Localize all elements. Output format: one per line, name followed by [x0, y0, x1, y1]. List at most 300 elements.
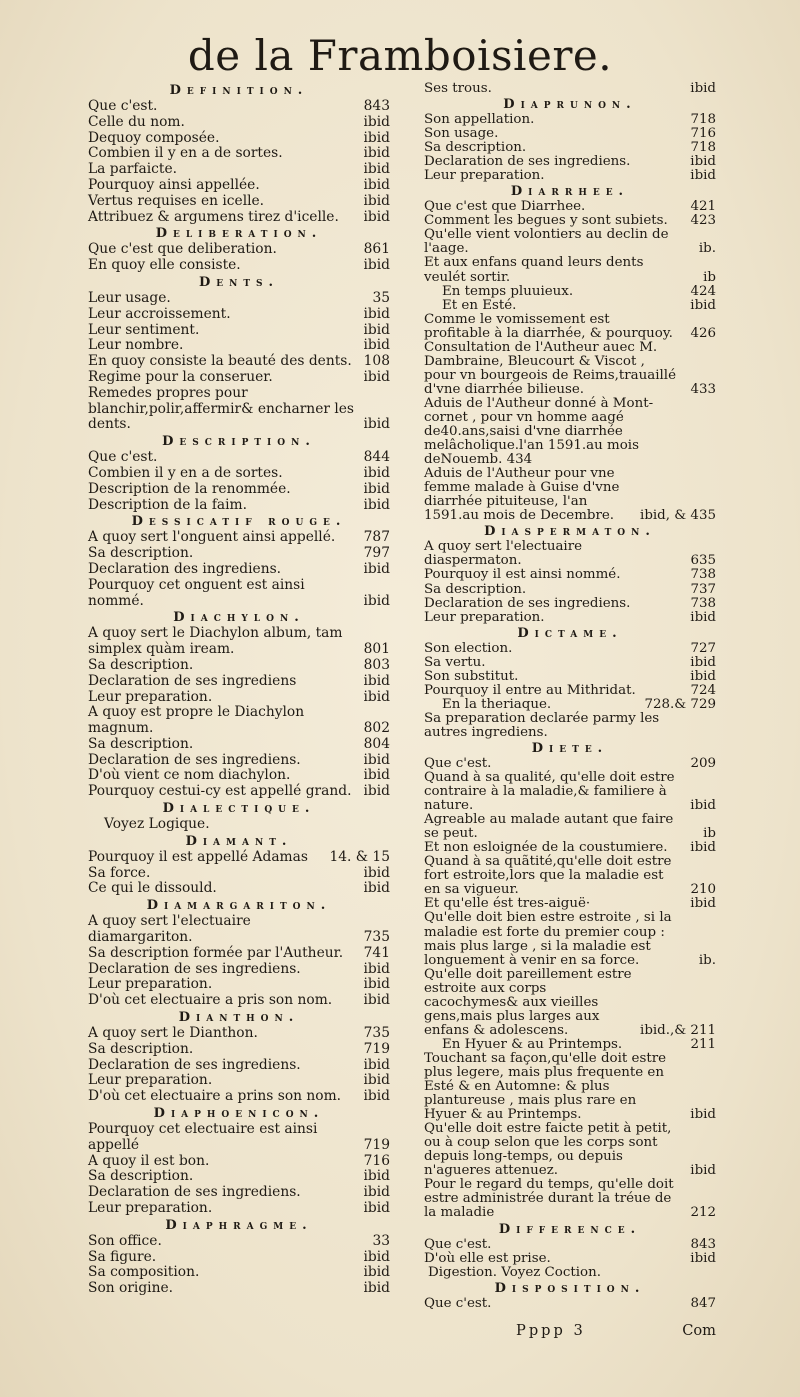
index-entry: [424, 911, 716, 967]
index-entry: [88, 946, 390, 962]
index-heading: Description.: [162, 434, 316, 450]
page-reference: ibid: [363, 880, 390, 897]
index-entry: [88, 1042, 390, 1058]
entry-text: D'où elle est prise.: [424, 1250, 551, 1266]
page-reference: ibid: [363, 1248, 390, 1265]
index-entry: [424, 771, 716, 813]
index-column-left: [88, 82, 390, 1297]
index-entry: [424, 540, 716, 568]
entry-text: Declaration de ses ingrediens.: [88, 751, 301, 768]
entry-text: A quoy sert l'electuaire diaspermaton.: [424, 539, 583, 569]
entry-text: A quoy sert le Diachylon album, tam simplex quàm iream.: [88, 625, 343, 658]
entry-text: Pour le regard du temps, qu'elle doit estre administrée durant la tréue de la maladie: [424, 1177, 674, 1221]
page-reference: 35: [372, 289, 390, 306]
index-entry: [88, 498, 390, 514]
entry-text: Que c'est.: [424, 755, 492, 771]
entry-text: Combien il y en a de sortes.: [88, 145, 283, 162]
page-reference: ib: [703, 269, 716, 285]
page-reference: ibid: [363, 145, 390, 162]
index-entry: [424, 299, 716, 313]
entry-text: Sa description.: [88, 545, 194, 562]
entry-text: Pourquoy cet onguent est ainsi nommé.: [88, 576, 305, 609]
entry-text: Que c'est.: [88, 449, 158, 466]
index-entry: [424, 568, 716, 582]
index-entry: [88, 914, 390, 946]
entry-text: Declaration de ses ingrediens.: [424, 154, 631, 170]
index-entry: [424, 611, 716, 625]
page-reference: 801: [363, 641, 390, 658]
page-reference: ibid: [363, 368, 390, 385]
page-reference: 424: [690, 283, 716, 299]
index-entry: [88, 354, 390, 370]
index-entry: [88, 1089, 390, 1105]
entry-text: Combien il y en a de sortes.: [88, 464, 283, 481]
index-heading: Diaphoenicon.: [153, 1106, 325, 1122]
entry-text: Dequoy composée.: [88, 129, 220, 146]
index-entry: [88, 450, 390, 466]
page-reference: ibid: [363, 1088, 390, 1105]
entry-text: Description de la renommée.: [88, 480, 291, 497]
entry-text: Et aux enfans quand leurs dents veulét sortir.: [424, 255, 644, 285]
entry-text: Pourquoy il est ainsi nommé.: [424, 567, 621, 583]
index-entry: [88, 881, 390, 897]
page-reference: ibid: [363, 129, 390, 146]
index-entry: [88, 737, 390, 753]
entry-text: Leur preparation.: [88, 976, 213, 993]
entry-text: Qu'elle doit pareillement estre estroite aux corps cacochymes& aux vieilles gens,mais plus larges aux enfans & adolescens.: [424, 966, 632, 1038]
page-reference: ibid, & 435: [640, 508, 716, 524]
entry-text: Son origine.: [88, 1280, 174, 1297]
entry-text: Sa description.: [88, 735, 194, 752]
page-reference: 33: [372, 1232, 390, 1249]
index-entry: [88, 242, 390, 258]
index-entry: [88, 370, 390, 386]
page-reference: ibid: [363, 864, 390, 881]
page-reference: ibid: [363, 1280, 390, 1297]
page-reference: ibid: [690, 654, 716, 670]
catchword: Com: [682, 1322, 716, 1339]
index-heading: Diamargariton.: [146, 898, 332, 914]
page-reference: 741: [363, 944, 390, 961]
index-entry: [424, 684, 716, 698]
index-entry: [424, 642, 716, 656]
index-entry: [88, 768, 390, 784]
entry-text: Pourquoy il est appellé Adamas: [88, 848, 308, 865]
index-entry: [88, 323, 390, 339]
page-reference: ibid: [363, 1168, 390, 1185]
index-heading: Definition.: [169, 83, 309, 98]
index-entry: [88, 1250, 390, 1266]
page-reference: ibid: [690, 668, 716, 684]
index-entry: [88, 690, 390, 706]
page-reference: ibid: [690, 1163, 716, 1179]
page-reference: ibid: [363, 592, 390, 609]
entry-text: Et en Esté.: [442, 297, 517, 313]
index-entry: [424, 712, 716, 740]
page-reference: 787: [363, 529, 390, 546]
page-reference: 635: [690, 553, 716, 569]
index-entry: [88, 784, 390, 800]
page-reference: ibid: [363, 1184, 390, 1201]
entry-text: Sa description.: [424, 581, 527, 597]
index-entry: [424, 313, 716, 341]
page-reference: 735: [363, 1025, 390, 1042]
index-entry: [88, 977, 390, 993]
index-entry: [424, 670, 716, 684]
page-reference: ibid: [363, 464, 390, 481]
entry-text: Declaration de ses ingrediens.: [88, 1056, 301, 1073]
entry-text: D'où cet electuaire a prins son nom.: [88, 1088, 342, 1105]
index-heading: Dictame.: [517, 625, 623, 641]
index-entry: [88, 1122, 390, 1154]
entry-text: En Hyuer & au Printemps.: [442, 1036, 623, 1052]
entry-text: Declaration de ses ingrediens.: [88, 1184, 301, 1201]
index-entry: [88, 386, 390, 433]
entry-text: Sa description.: [424, 140, 527, 156]
page-reference: ibid: [363, 992, 390, 1009]
page-reference: ibid: [363, 337, 390, 354]
index-entry: [424, 1122, 716, 1178]
index-entry: [424, 285, 716, 299]
page-reference: 804: [363, 735, 390, 752]
entry-text: Et qu'elle ést tres-aiguë·: [424, 896, 591, 912]
page-reference: ibid: [363, 767, 390, 784]
index-heading: Diaspermaton.: [484, 524, 656, 540]
entry-text: Sa figure.: [88, 1248, 157, 1265]
index-entry: [88, 99, 390, 115]
index-entry: [424, 597, 716, 611]
entry-text: Son appellation.: [424, 112, 535, 128]
page-reference: ibid.,& 211: [640, 1022, 716, 1038]
index-entry: [88, 993, 390, 1009]
index-entry: [424, 1252, 716, 1266]
index-entry: [88, 658, 390, 674]
entry-text: Leur preparation.: [88, 688, 213, 705]
page-reference: ibid: [363, 416, 390, 433]
signature-mark: Pppp 3: [516, 1322, 586, 1339]
entry-text: Son substitut.: [424, 668, 519, 684]
page-reference: 212: [690, 1205, 716, 1221]
index-entry: [424, 1297, 716, 1311]
index-entry: [88, 1281, 390, 1297]
entry-text: Que c'est.: [88, 98, 158, 114]
index-heading: Diaphragme.: [165, 1217, 313, 1233]
entry-text: Sa description.: [88, 1168, 194, 1185]
page-reference: 727: [690, 640, 716, 656]
index-entry: [88, 850, 390, 866]
index-column-right: [424, 82, 716, 1311]
page-reference: ibid: [363, 1264, 390, 1281]
index-entry: [88, 530, 390, 546]
index-entry: [424, 228, 716, 256]
page-reference: ibid: [363, 113, 390, 130]
index-entry: [88, 962, 390, 978]
index-entry: [424, 813, 716, 841]
index-entry: [88, 674, 390, 690]
page-reference: ibid: [363, 751, 390, 768]
page-reference: ibid: [363, 192, 390, 209]
index-heading: Difference.: [498, 1221, 642, 1237]
index-entry: [424, 656, 716, 670]
page-reference: ibid: [690, 154, 716, 170]
entry-text: Sa force.: [88, 864, 151, 881]
index-entry: [88, 291, 390, 307]
index-entry: [424, 214, 716, 228]
page-reference: ibid: [690, 609, 716, 625]
index-entry: [424, 141, 716, 155]
page-reference: 718: [690, 140, 716, 156]
entry-text: Celle du nom.: [88, 113, 185, 130]
page-reference: 847: [690, 1295, 716, 1311]
index-entry: [88, 1234, 390, 1250]
index-entry: [424, 397, 716, 467]
page-reference: 426: [690, 325, 716, 341]
entry-text: Sa vertu.: [424, 654, 486, 670]
index-entry: [424, 127, 716, 141]
entry-text: Pourquoy cestui-cy est appellé grand.: [88, 783, 352, 800]
page-reference: 843: [363, 98, 390, 114]
entry-text: Qu'elle vient volontiers au declin de l'aage.: [424, 227, 669, 257]
entry-text: La parfaicte.: [88, 161, 177, 178]
entry-text: Sa description formée par l'Autheur.: [88, 944, 344, 961]
entry-text: Quand à sa quãtité,qu'elle doit estre fort estroite,lors que la maladie est en sa vigueur.: [424, 854, 672, 898]
entry-text: Attribuez & argumens tirez d'icelle.: [88, 208, 339, 225]
entry-text: Qu'elle doit estre faicte petit à petit, ou à coup selon que les corps sont depuis long-temps, ou depuis n'agueres attenuez.: [424, 1121, 672, 1179]
entry-text: Sa description.: [88, 1040, 194, 1057]
page-reference: ibid: [690, 840, 716, 856]
page-reference: 728.& 729: [644, 696, 716, 712]
index-heading: Diachylon.: [173, 610, 305, 626]
page-reference: ibid: [363, 161, 390, 178]
page-reference: ibid: [690, 1250, 716, 1266]
index-entry: [424, 155, 716, 169]
see-also-entry: Digestion. Voyez Coction.: [428, 1264, 601, 1280]
index-entry: [88, 705, 390, 737]
page-reference: 211: [690, 1036, 716, 1052]
page-reference: ibid: [363, 672, 390, 689]
entry-text: Comment les begues y sont subiets.: [424, 213, 668, 229]
index-entry: [88, 1185, 390, 1201]
index-entry: [88, 338, 390, 354]
page-reference: ibid: [690, 896, 716, 912]
index-entry: [424, 897, 716, 911]
index-entry: [88, 626, 390, 658]
index-entry: [88, 1058, 390, 1074]
index-heading: Diamant.: [185, 833, 293, 849]
index-entry: [88, 115, 390, 131]
index-entry: [424, 841, 716, 855]
entry-text: En quoy elle consiste.: [88, 257, 241, 274]
entry-text: Leur preparation.: [424, 168, 545, 184]
page-reference: ib: [703, 826, 716, 842]
index-heading: Diarrhee.: [510, 184, 630, 200]
entry-text: Comme le vomissement est profitable à la diarrhée, & pourquoy.: [424, 311, 673, 341]
index-entry: [88, 1073, 390, 1089]
entry-text: Vertus requises en icelle.: [88, 192, 265, 209]
entry-text: A quoy est propre le Diachylon magnum.: [88, 704, 305, 737]
page-reference: ibid: [363, 976, 390, 993]
index-entry: [424, 113, 716, 127]
index-entry: [424, 1178, 716, 1220]
index-entry: [88, 866, 390, 882]
page-reference: 843: [690, 1236, 716, 1252]
page-reference: 861: [363, 241, 390, 258]
index-entry: [88, 753, 390, 769]
index-entry: [88, 258, 390, 274]
entry-text: Que c'est que Diarrhee.: [424, 199, 586, 215]
entry-text: Sa preparation declarée parmy les autres ingrediens.: [424, 710, 660, 740]
cross-reference: Voyez Logique.: [104, 816, 210, 833]
page-reference: ibid: [690, 297, 716, 313]
index-entry: [424, 1052, 716, 1122]
index-heading: Disposition.: [494, 1280, 646, 1296]
index-entry: [424, 855, 716, 897]
index-entry: [424, 1238, 716, 1252]
entry-text: Leur sentiment.: [88, 321, 200, 338]
index-entry: [88, 194, 390, 210]
entry-text: Son usage.: [424, 126, 499, 142]
index-entry: [88, 562, 390, 578]
index-entry: [424, 467, 716, 523]
entry-text: A quoy il est bon.: [88, 1152, 210, 1169]
index-heading: Dianthon.: [178, 1010, 300, 1026]
entry-text: Leur usage.: [88, 289, 171, 306]
page-reference: ibid: [363, 305, 390, 322]
index-heading: Dessicatif rouge.: [131, 514, 347, 530]
page-reference: 719: [363, 1040, 390, 1057]
entry-text: Leur preparation.: [424, 609, 545, 625]
page-reference: 14. & 15: [329, 848, 390, 865]
page-reference: ibid: [363, 1056, 390, 1073]
page-reference: ibid: [363, 480, 390, 497]
index-entry: [88, 1169, 390, 1185]
page-reference: 738: [690, 567, 716, 583]
entry-text: Que c'est.: [424, 1236, 492, 1252]
page-reference: ibid: [690, 168, 716, 184]
index-entry: [424, 200, 716, 214]
page-reference: ibid: [363, 176, 390, 193]
entry-text: A quoy sert le Dianthon.: [88, 1025, 258, 1042]
page-reference: ibid: [690, 1107, 716, 1123]
entry-text: Ce qui le dissould.: [88, 880, 217, 897]
page-reference: ibid: [690, 798, 716, 814]
entry-text: Que c'est.: [424, 1295, 492, 1311]
entry-text: Sa description.: [88, 656, 194, 673]
entry-text: Sa composition.: [88, 1264, 200, 1281]
page-reference: 209: [690, 755, 716, 771]
entry-text: Quand à sa qualité, qu'elle doit estre contraire à la maladie,& familiere à nature.: [424, 770, 675, 814]
entry-text: Que c'est que deliberation.: [88, 241, 277, 258]
page-reference: ib.: [698, 952, 716, 968]
page-reference: 108: [363, 353, 390, 370]
index-entry: [424, 256, 716, 284]
page-reference: 716: [690, 126, 716, 142]
index-entry: [424, 169, 716, 183]
entry-text: D'où cet electuaire a pris son nom.: [88, 992, 333, 1009]
page-reference: 724: [690, 682, 716, 698]
index-entry: [424, 1038, 716, 1052]
index-entry: [88, 146, 390, 162]
entry-text: Pourquoy ainsi appellée.: [88, 176, 260, 193]
entry-text: Pourquoy cet electuaire est ainsi appellé: [88, 1121, 318, 1153]
index-heading: Dialectique.: [162, 801, 316, 817]
page-reference: 797: [363, 545, 390, 562]
page-reference: ibid: [363, 560, 390, 577]
page-reference: ibid: [363, 257, 390, 274]
page-reference: ibid: [363, 321, 390, 338]
index-entry: [88, 210, 390, 226]
page-reference: 718: [690, 112, 716, 128]
page-reference: ib.: [698, 241, 716, 257]
entry-text: Leur accroissement.: [88, 305, 231, 322]
entry-text: A quoy sert l'onguent ainsi appellé.: [88, 529, 336, 546]
index-entry: [424, 341, 716, 397]
page-reference: 802: [363, 720, 390, 737]
entry-text: Declaration de ses ingrediens.: [424, 595, 631, 611]
entry-text: En quoy consiste la beauté des dents.: [88, 353, 352, 370]
page-reference: 716: [363, 1152, 390, 1169]
page-reference: ibid: [363, 208, 390, 225]
entry-text: Et non esloignée de la coustumiere.: [424, 840, 668, 856]
entry-text: Leur nombre.: [88, 337, 184, 354]
entry-text: Description de la faim.: [88, 496, 248, 513]
page-reference: 803: [363, 656, 390, 673]
entry-text: D'où vient ce nom diachylon.: [88, 767, 291, 784]
index-entry: [424, 583, 716, 597]
entry-text: Aduis de l'Autheur donné à Mont-cornet , pour vn homme aagé de40.ans,saisi d'vne diarrhée melâcholique.l'an 1591.au mois deNouemb. 434: [424, 395, 654, 468]
index-entry: [88, 1265, 390, 1281]
entry-text: Aduis de l'Autheur pour vne femme malade à Guise d'vne diarrhée pituiteuse, l'an 1591.au mois de Decembre.: [424, 466, 620, 524]
index-entry: [88, 307, 390, 323]
entry-text: En temps pluuieux.: [442, 283, 574, 299]
index-entry: [424, 698, 716, 712]
entry-text: Son election.: [424, 640, 513, 656]
index-heading: Dents.: [198, 274, 280, 290]
entry-text: Consultation de l'Autheur auec M. Dambraine, Bleucourt & Viscot , pour vn bourgeois de Reims,trauaillé d'vne diarrhée bilieuse.: [424, 339, 677, 397]
index-heading: Deliberation.: [155, 226, 323, 242]
index-entry: [88, 1026, 390, 1042]
entry-text: Declaration de ses ingrediens: [88, 672, 297, 689]
page-reference: ibid: [363, 960, 390, 977]
page-reference: 210: [690, 882, 716, 898]
page-reference: ibid: [363, 688, 390, 705]
index-entry: [88, 131, 390, 147]
page-reference: 421: [690, 199, 716, 215]
entry-text: Son office.: [88, 1232, 162, 1249]
entry-text: Agreable au malade autant que faire se peut.: [424, 812, 674, 842]
index-entry: [88, 466, 390, 482]
entry-text: Regime pour la conseruer.: [88, 368, 273, 385]
entry-text: Remedes propres pour blanchir,polir,affermir& encharner les dents.: [88, 384, 354, 433]
index-heading: Diete.: [531, 740, 609, 756]
page-reference: 719: [363, 1136, 390, 1153]
index-entry: [88, 1201, 390, 1217]
page-reference: 423: [690, 213, 716, 229]
entry-text: Leur preparation.: [88, 1072, 213, 1089]
index-entry: [88, 1154, 390, 1170]
index-entry: [424, 82, 716, 96]
index-entry: [88, 482, 390, 498]
page-reference: 737: [690, 581, 716, 597]
entry-text: Pourquoy il entre au Mithridat.: [424, 682, 636, 698]
entry-text: Touchant sa façon,qu'elle doit estre plus legere, mais plus frequente en Esté & en Automne: & plus plantureuse , mais plus rare en Hyuer & au Printemps.: [424, 1050, 667, 1123]
entry-text: Declaration des ingrediens.: [88, 560, 282, 577]
index-entry: [88, 546, 390, 562]
index-entry: [88, 162, 390, 178]
page-reference: 738: [690, 595, 716, 611]
index-entry: [424, 757, 716, 771]
page-reference: 844: [363, 449, 390, 466]
